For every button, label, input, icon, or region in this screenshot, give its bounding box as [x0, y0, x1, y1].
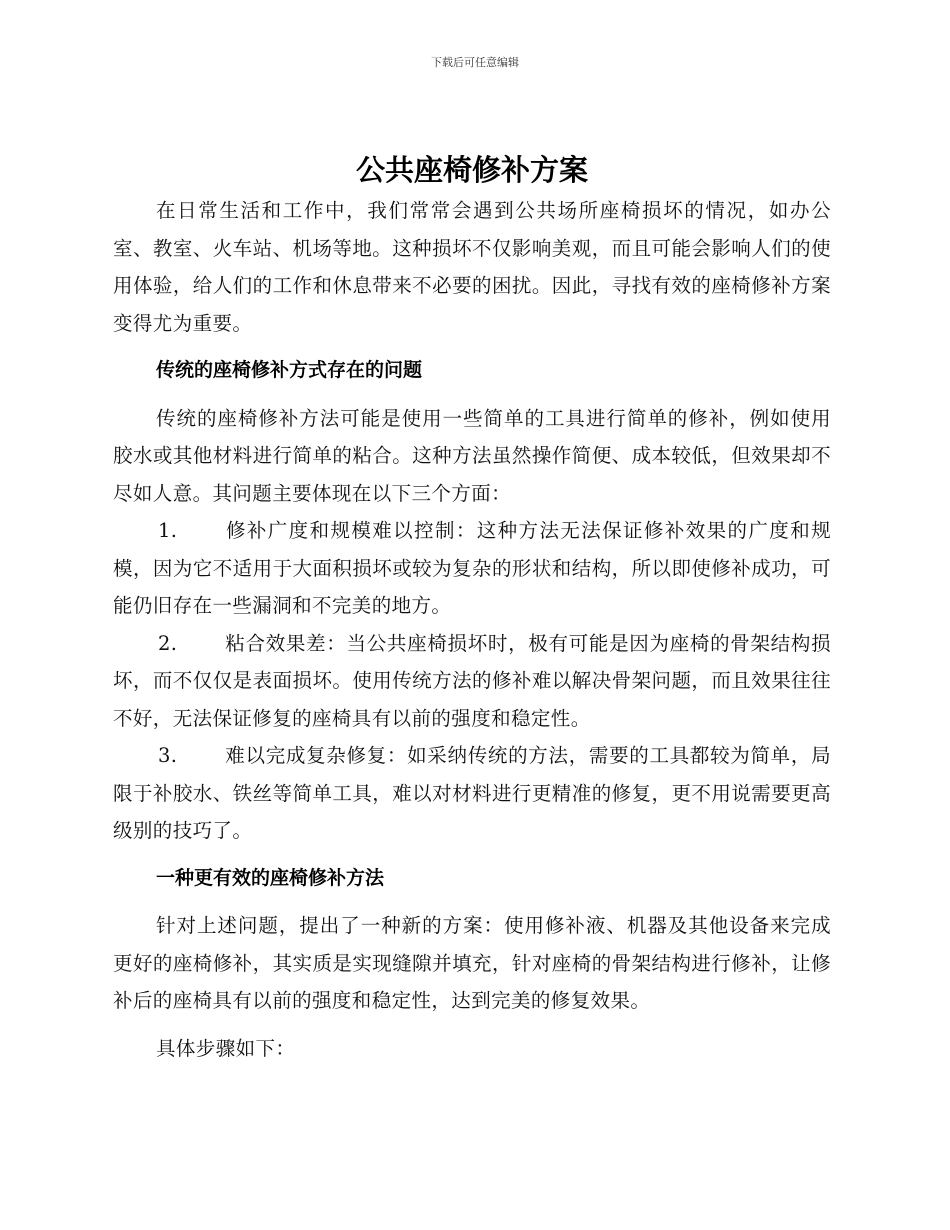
list-item	[113, 512, 831, 625]
document-title: 公共座椅修补方案	[355, 153, 588, 187]
list-item-number: 2.	[158, 631, 178, 655]
steps-intro: 具体步骤如下：	[156, 1036, 296, 1060]
header-note: 下载后可任意编辑	[431, 56, 519, 69]
section-heading-problems: 传统的座椅修补方式存在的问题	[156, 359, 423, 381]
problems-paragraph: 传统的座椅修补方法可能是使用一些简单的工具进行简单的修补，例如使用胶水或其他材料进行简单的粘合。这种方法虽然操作简便、成本较低，但效果却不尽如人意。其问题主要体现在以下三个方面：	[113, 406, 831, 505]
list-item-text: 修补广度和规模难以控制：这种方法无法保证修补效果的广度和规模，因为它不适用于大面积损坏或较为复杂的形状和结构，所以即使修补成功，可能仍旧存在一些漏洞和不完美的地方。	[113, 519, 831, 617]
list-item-text: 粘合效果差：当公共座椅损坏时，极有可能是因为座椅的骨架结构损坏，而不仅仅是表面损坏。使用传统方法的修补难以解决骨架问题，而且效果往往不好，无法保证修复的座椅具有以前的强度和稳定性。	[113, 631, 831, 730]
list-item	[113, 625, 831, 738]
list-item	[113, 737, 831, 850]
list-item-number: 1.	[158, 519, 178, 542]
intro-paragraph: 在日常生活和工作中，我们常常会遇到公共场所座椅损坏的情况，如办公室、教室、火车站、机场等地。这种损坏不仅影响美观，而且可能会影响人们的使用体验，给人们的工作和休息带来不必要的困扰。因此，寻找有效的座椅修补方案变得尤为重要。	[113, 199, 831, 335]
list-item-number: 3.	[158, 744, 178, 767]
method-paragraph: 针对上述问题，提出了一种新的方案：使用修补液、机器及其他设备来完成更好的座椅修补，其实质是实现缝隙并填充，针对座椅的骨架结构进行修补，让修补后的座椅具有以前的强度和稳定性，达到完美的修复效果。	[113, 914, 831, 1012]
section-heading-method: 一种更有效的座椅修补方法	[156, 866, 385, 889]
document-body	[113, 150, 831, 1067]
list-item-text: 难以完成复杂修复：如采纳传统的方法，需要的工具都较为简单，局限于补胶水、铁丝等简单工具，难以对材料进行更精准的修复，更不用说需要更高级别的技巧了。	[113, 744, 831, 842]
